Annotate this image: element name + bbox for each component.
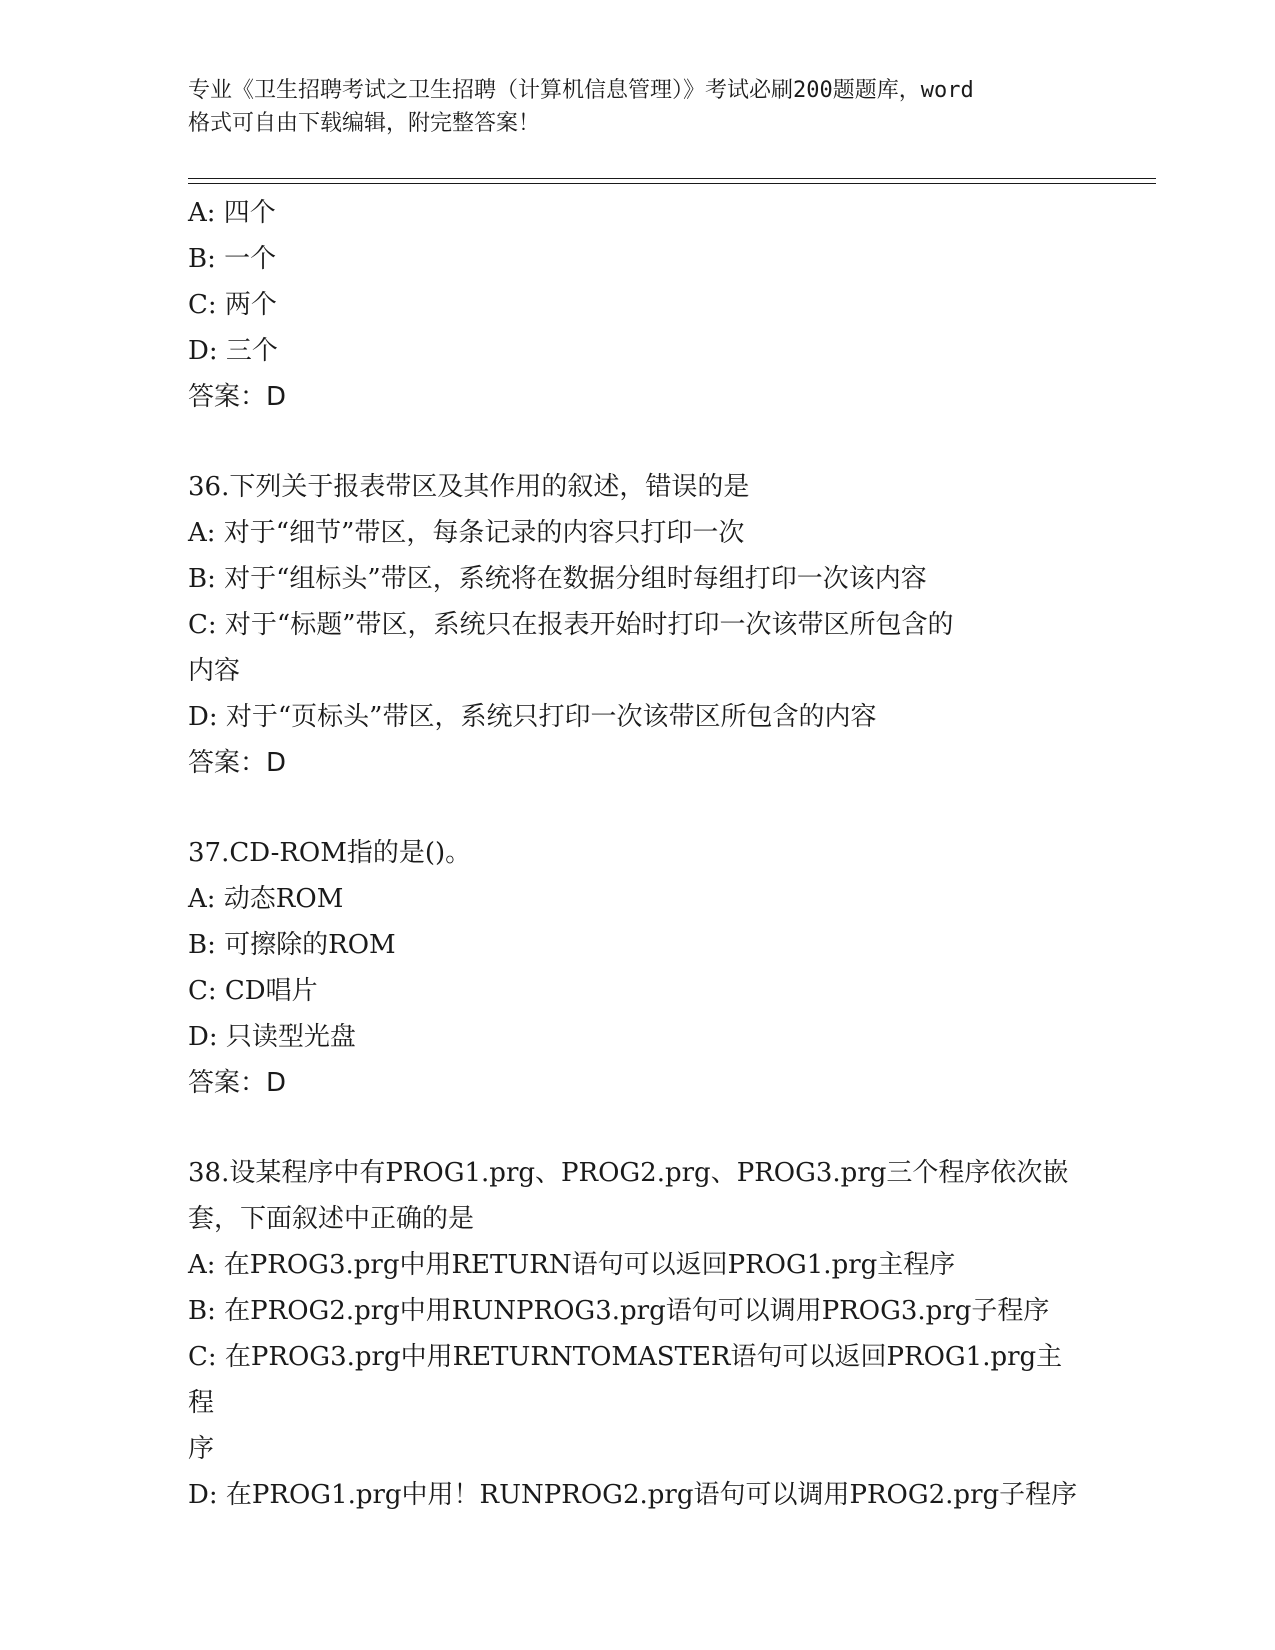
- option-c: C: 对于“标题”带区，系统只在报表开始时打印一次该带区所包含的: [188, 610, 954, 640]
- option-a: A: 对于“细节”带区，每条记录的内容只打印一次: [188, 518, 745, 548]
- question-stem: 36.下列关于报表带区及其作用的叙述，错误的是: [188, 472, 750, 502]
- header-rule-bottom: [188, 183, 1156, 184]
- option-a: A: 动态ROM: [188, 884, 344, 914]
- option-d: D: 只读型光盘: [188, 1022, 356, 1052]
- header-line-1: 专业《卫生招聘考试之卫生招聘（计算机信息管理）》考试必刷200题题库，word: [188, 78, 974, 103]
- header-rule-top: [188, 178, 1156, 179]
- option-b: B: 对于“组标头”带区，系统将在数据分组时每组打印一次该内容: [188, 564, 927, 594]
- option-b: B: 在PROG2.prg中用RUNPROG3.prg语句可以调用PROG3.prg子程序: [188, 1296, 1050, 1326]
- option-a: A: 四个: [188, 198, 276, 228]
- option-c: C: 两个: [188, 290, 277, 320]
- question-37: [188, 830, 1088, 1106]
- option-c: C: 在PROG3.prg中用RETURNTOMASTER语句可以返回PROG1.prg主程: [188, 1342, 1063, 1418]
- question-stem: 38.设某程序中有PROG1.prg、PROG2.prg、PROG3.prg三个程序依次嵌: [188, 1158, 1069, 1188]
- answer: 答案：D: [188, 382, 287, 412]
- header-line-2: 格式可自由下载编辑，附完整答案！: [188, 111, 541, 136]
- question-stem: 37.CD-ROM指的是()。: [188, 838, 472, 868]
- option-d: D: 三个: [188, 336, 278, 366]
- option-c-continued: 内容: [188, 656, 241, 686]
- answer: 答案：D: [188, 748, 287, 778]
- document-header: [188, 74, 1098, 140]
- option-c-continued: 序: [188, 1434, 215, 1464]
- question-stem-continued: 套，下面叙述中正确的是: [188, 1204, 475, 1234]
- question-35: [188, 190, 1088, 420]
- answer: 答案：D: [188, 1068, 287, 1098]
- option-a: A: 在PROG3.prg中用RETURN语句可以返回PROG1.prg主程序: [188, 1250, 956, 1280]
- question-36: [188, 464, 1088, 786]
- option-d: D: 在PROG1.prg中用！RUNPROG2.prg语句可以调用PROG2.prg子程序: [188, 1480, 1078, 1510]
- option-d: D: 对于“页标头”带区，系统只打印一次该带区所包含的内容: [188, 702, 877, 732]
- option-c: C: CD唱片: [188, 976, 318, 1006]
- option-b: B: 可擦除的ROM: [188, 930, 396, 960]
- question-38: [188, 1150, 1088, 1518]
- question-list: [188, 190, 1088, 1518]
- option-b: B: 一个: [188, 244, 277, 274]
